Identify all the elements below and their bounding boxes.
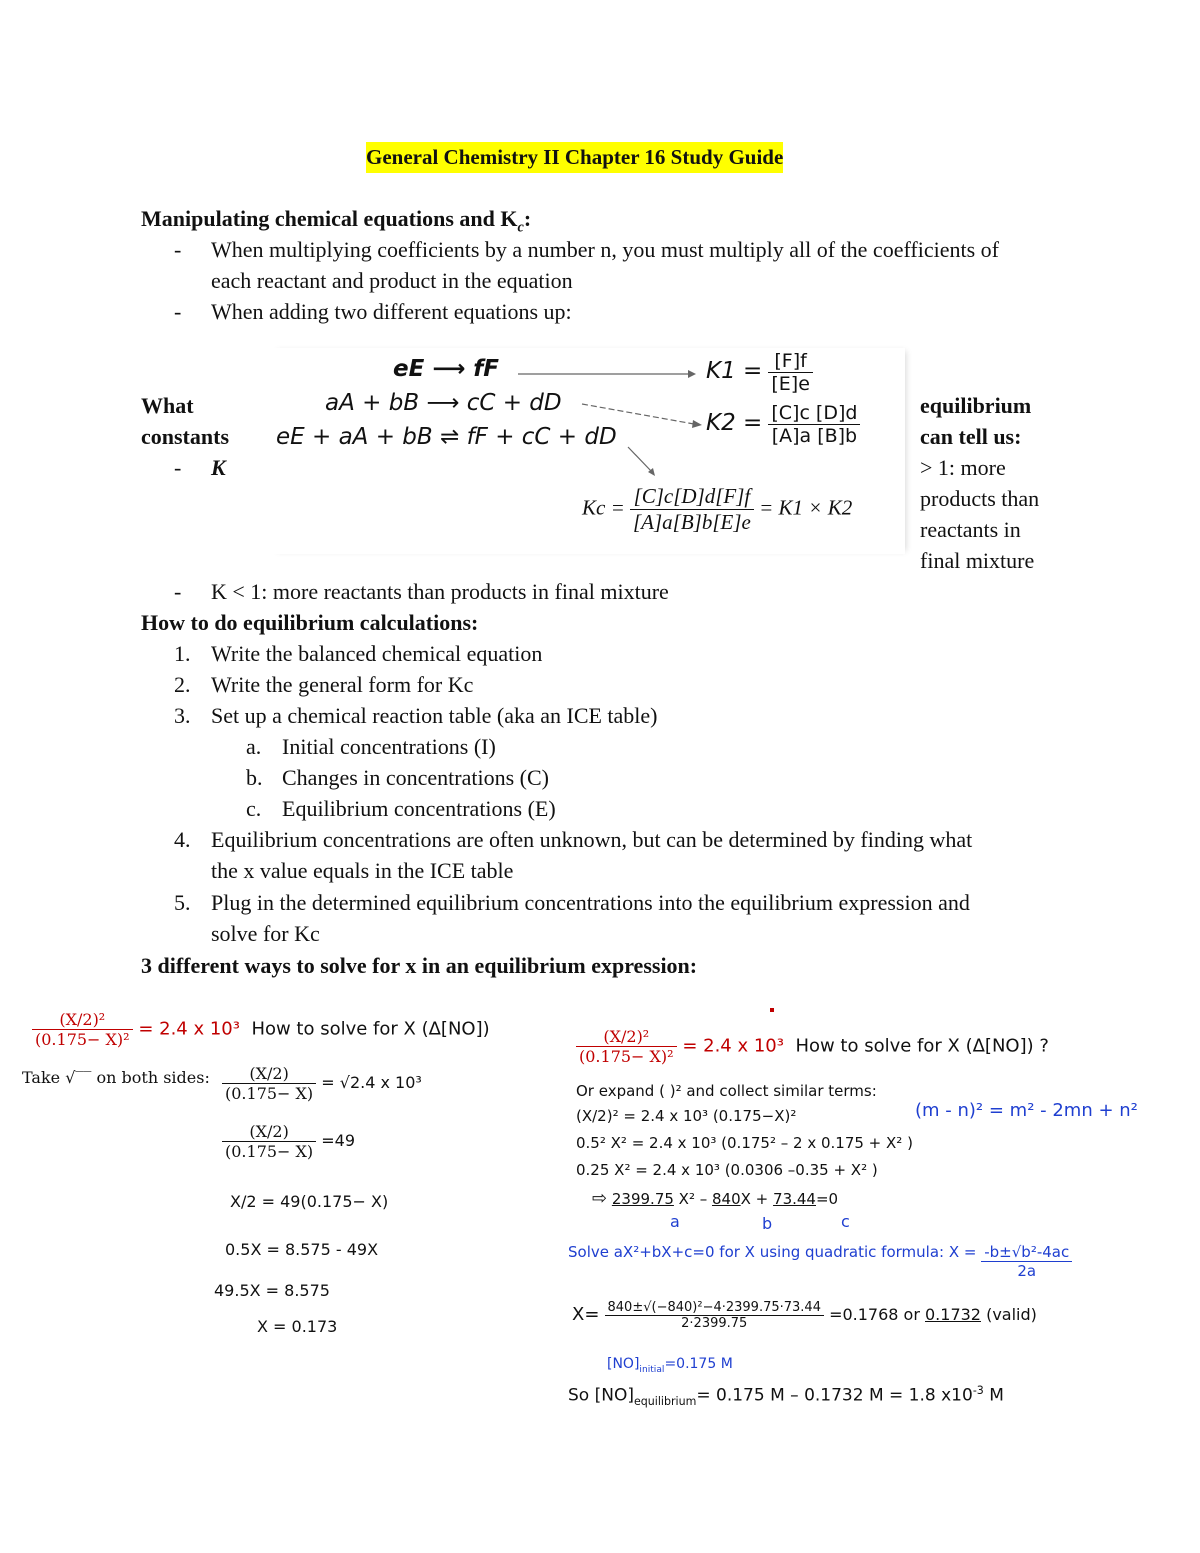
step-2: Write the general form for Kc — [211, 672, 474, 697]
no-initial — [607, 1356, 733, 1375]
step-4-cont: the x value equals in the ICE table — [211, 858, 514, 883]
final-a: So [NO] — [568, 1385, 634, 1406]
kc-expression — [582, 484, 852, 535]
left-equals: = 2.4 x 10³ — [138, 1018, 240, 1040]
right-solve — [568, 1243, 1072, 1280]
right-question: How to solve for X (Δ[NO]) ? — [795, 1035, 1049, 1057]
line4-x2: X² – — [673, 1190, 712, 1208]
right-line2: 0.5² X² = 2.4 x 10³ (0.175² – 2 x 0.175 + X² ) — [576, 1134, 913, 1152]
left-step1 — [222, 1064, 422, 1103]
step-5: Plug in the determined equilibrium concentrations into the equilibrium expression and — [211, 890, 970, 915]
arrowhead — [692, 420, 702, 428]
right-frac-num: (X/2)² — [576, 1027, 677, 1047]
bullet-multiplying: When multiplying coefficients by a number n, you must multiply all of the coefficients of — [211, 237, 999, 262]
step-number: 1. — [174, 641, 191, 666]
substep-c: Equilibrium concentrations (E) — [282, 796, 556, 821]
arrow-eq2-to-k2 — [582, 404, 694, 424]
no-initial-a: [NO] — [607, 1356, 640, 1372]
final-b: = 0.175 M – 0.1732 M = 1.8 x10 — [696, 1385, 973, 1406]
step-5-cont: solve for Kc — [211, 921, 320, 946]
left-question: How to solve for X (Δ[NO]) — [251, 1018, 490, 1040]
left-method — [32, 1010, 490, 1049]
arrowhead — [688, 370, 696, 378]
left-step2 — [222, 1122, 355, 1161]
final-answer — [568, 1384, 1004, 1408]
step-4: Equilibrium concentrations are often unknown, but can be determined by finding what — [211, 827, 973, 852]
page-title: General Chemistry II Chapter 16 Study Guide — [366, 142, 783, 173]
step1-num: (X/2) — [222, 1064, 316, 1084]
dash-bullet: - — [174, 299, 182, 324]
left-step1-fraction — [222, 1064, 316, 1103]
substep-b: Changes in concentrations (C) — [282, 765, 549, 790]
quad-den: 2a — [1017, 1262, 1037, 1280]
equation-3: eE + aA + bB ⇌ fF + cC + dD — [276, 424, 617, 450]
bullet-k: K — [211, 455, 226, 480]
solve-text: Solve aX²+bX+c=0 for X using quadratic formula: X = — [568, 1243, 977, 1261]
k2-num: [C]c [D]d — [768, 402, 860, 425]
k1-den: [E]e — [771, 373, 810, 395]
label-c: c — [841, 1212, 850, 1231]
coef-c: 73.44 — [773, 1190, 816, 1208]
x-result-b: 0.1732 — [925, 1305, 981, 1324]
line4-eq0: =0 — [815, 1190, 839, 1208]
quad-num: -b±√b²-4ac — [981, 1243, 1072, 1262]
step-number: 5. — [174, 890, 191, 915]
left-take-root — [22, 1068, 210, 1087]
left-main-fraction — [32, 1010, 133, 1049]
x-den: 2·2399.75 — [681, 1316, 748, 1331]
step-number: 4. — [174, 827, 191, 852]
final-sub: equilibrium — [633, 1395, 697, 1409]
dash-bullet: - — [174, 579, 182, 604]
quadratic-formula — [981, 1243, 1072, 1280]
coef-b: 840 — [712, 1190, 741, 1208]
x-result-c: (valid) — [980, 1305, 1037, 1324]
kc-num: [C]c[D]d[F]f — [630, 484, 754, 510]
constants-right-2: can tell us: — [920, 424, 1022, 449]
dash-bullet: - — [174, 237, 182, 262]
line4-x: X + — [740, 1190, 774, 1208]
x-num: 840±√(−840)²−4·2399.75·73.44 — [605, 1300, 824, 1316]
k1-fraction — [768, 350, 813, 395]
no-initial-sub: initial — [639, 1364, 665, 1375]
kc-label: Kc = — [582, 495, 625, 520]
step-number: 3. — [174, 703, 191, 728]
substep-letter: a. — [246, 734, 262, 759]
right-identity: (m - n)² = m² - 2mn + n² — [915, 1100, 1138, 1121]
substep-a: Initial concentrations (I) — [282, 734, 496, 759]
heading-text: Manipulating chemical equations and K — [141, 206, 518, 231]
heading-sub: c — [517, 219, 524, 236]
left-step3: X/2 = 49(0.175− X) — [230, 1192, 389, 1211]
step1-den: (0.175− X) — [225, 1084, 314, 1103]
constants-right-1: equilibrium — [920, 393, 1032, 418]
section-heading-solve-x: 3 different ways to solve for x in an equilibrium expression: — [141, 953, 698, 978]
constants-right-6: final mixture — [920, 548, 1035, 573]
x-label: X= — [572, 1304, 600, 1325]
right-main-fraction — [576, 1027, 677, 1066]
equation-2: aA + bB ⟶ cC + dD — [325, 390, 562, 416]
constants-left-1: What — [141, 393, 194, 418]
right-line4 — [592, 1188, 838, 1209]
constants-right-5: reactants in — [920, 517, 1021, 542]
label-b: b — [762, 1214, 773, 1233]
implies-arrow-icon: ⇨ — [592, 1188, 608, 1209]
right-x-solution — [572, 1300, 1037, 1331]
left-step6: X = 0.173 — [257, 1317, 338, 1336]
left-step2-fraction — [222, 1122, 316, 1161]
coef-a: 2399.75 — [611, 1190, 674, 1208]
substep-letter: c. — [246, 796, 262, 821]
right-line1: (X/2)² = 2.4 x 10³ (0.175−X)² — [576, 1107, 797, 1125]
step1-rhs: = √2.4 x 10³ — [321, 1073, 422, 1092]
left-step5: 49.5X = 8.575 — [214, 1281, 330, 1300]
section-heading-equilibrium-calc: How to do equilibrium calculations: — [141, 610, 479, 635]
k1-expression — [706, 350, 813, 395]
k2-label: K2 = — [706, 410, 763, 436]
constants-left-2: constants — [141, 424, 230, 449]
right-frac-den: (0.175− X)² — [579, 1047, 674, 1066]
x-fraction — [605, 1300, 824, 1331]
k2-fraction — [768, 402, 860, 447]
kc-result: = K1 × K2 — [759, 495, 853, 520]
bullet-adding: When adding two different equations up: — [211, 299, 572, 324]
substep-letter: b. — [246, 765, 263, 790]
right-method — [576, 1027, 1049, 1066]
left-step4: 0.5X = 8.575 - 49X — [225, 1240, 379, 1259]
bullet-k-less: K < 1: more reactants than products in final mixture — [211, 579, 669, 604]
right-expand: Or expand ( )² and collect similar terms: — [576, 1082, 877, 1100]
right-line3: 0.25 X² = 2.4 x 10³ (0.0306 –0.35 + X² ) — [576, 1161, 878, 1179]
constants-right-3: > 1: more — [920, 455, 1006, 480]
k1-label: K1 = — [706, 358, 763, 384]
k1-num: [F]f — [768, 350, 813, 373]
take-root-text: Take √‾‾ on both sides: — [22, 1068, 210, 1087]
kc-den: [A]a[B]b[E]e — [633, 510, 751, 534]
x-result-a: =0.1768 or — [829, 1305, 925, 1324]
kc-fraction — [630, 484, 754, 535]
final-exp: -3 — [972, 1384, 984, 1397]
step-number: 2. — [174, 672, 191, 697]
right-equals: = 2.4 x 10³ — [682, 1035, 784, 1057]
arrow-eq3-to-kc — [628, 447, 652, 472]
red-dot — [770, 1008, 774, 1012]
equation-1: eE ⟶ fF — [393, 356, 500, 382]
final-c: M — [983, 1385, 1004, 1406]
heading-colon: : — [523, 206, 532, 231]
dash-bullet: - — [174, 455, 182, 480]
step-1: Write the balanced chemical equation — [211, 641, 543, 666]
bullet-multiplying-cont: each reactant and product in the equation — [211, 268, 573, 293]
constants-right-4: products than — [920, 486, 1040, 511]
no-initial-b: =0.175 M — [664, 1356, 733, 1372]
step2-den: (0.175− X) — [225, 1142, 314, 1161]
step2-rhs: =49 — [321, 1131, 356, 1150]
k2-den: [A]a [B]b — [771, 425, 858, 447]
left-frac-den: (0.175− X)² — [35, 1030, 130, 1049]
label-a: a — [670, 1212, 680, 1231]
step-3: Set up a chemical reaction table (aka an ICE table) — [211, 703, 658, 728]
left-frac-num: (X/2)² — [32, 1010, 133, 1030]
step2-num: (X/2) — [222, 1122, 316, 1142]
k2-expression — [706, 402, 860, 447]
